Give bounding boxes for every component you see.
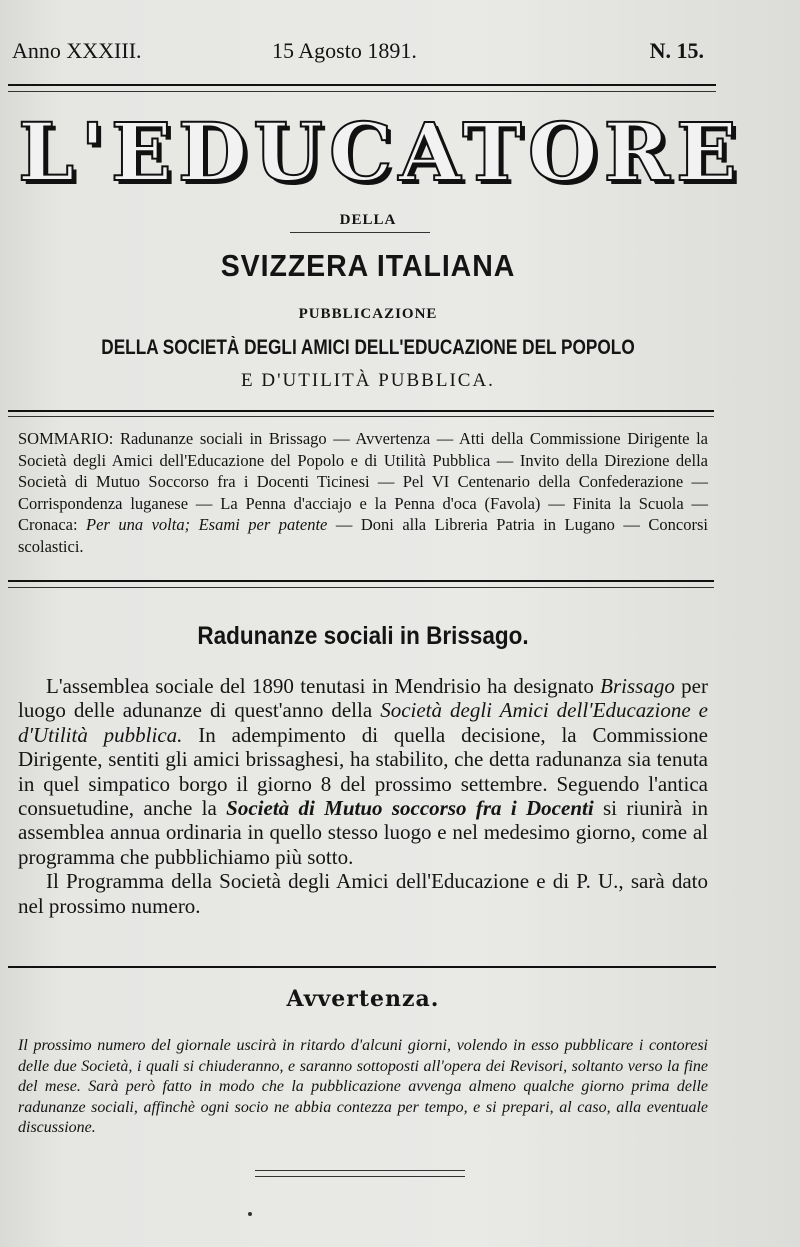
end-rule-2 [255,1176,465,1177]
article-body [18,674,708,918]
summary-rule-top-thin [8,416,714,417]
notice-text: Il prossimo numero del giornale uscirà in ritardo d'alcuni giorni, volendo in esso pubblicare i contoresi delle due Società, i quali si chiuderanno, e saranno sottoposti all'opera dei Revisori, soltanto verso la fine del mese. Sarà però fatto in modo che la pubblicazione avvenga almeno qualche giorno prima delle radunanze sociali, affinchè ogni socio ne abbia contezza per tempo, e si prepari, al caso, alla eventuale discussione. [18,1037,708,1136]
header-rule-top [8,84,716,86]
end-rule-1 [255,1170,465,1171]
summary-italic: Per una volta; Esami per patente [86,515,328,534]
masthead [12,38,712,68]
header-rule-bottom [8,91,716,92]
title-society: DELLA SOCIETÀ DEGLI AMICI DELL'EDUCAZIONE DEL POPOLO [101,336,635,359]
masthead-number: N. 15. [649,38,704,63]
title-pubblicazione: PUBBLICAZIONE [298,306,438,322]
summary-block [18,428,708,557]
summary-rule-bottom-thin [8,587,714,588]
summary-rule-bottom [8,580,714,582]
title-della: DELLA [339,212,397,228]
masthead-date: 15 Agosto 1891. [272,38,417,63]
article-paragraph-2: Il Programma della Società degli Amici dell'Educazione e di P. U., sarà dato nel prossimo numero. [18,869,708,918]
article-paragraph-1: L'assemblea sociale del 1890 tenutasi in Mendrisio ha designato Brissago per luogo delle adunanze di quest'anno della Società degli Amici dell'Educazione e d'Utilità pubblica. In adempimento di quella decisione, la Commissione Dirigente, sentiti gli amici brissaghesi, ha stabilito, che detta radunanza sia tenuta in quel simpatico borgo il giorno 8 del prossimo settembre. Seguendo l'antica consuetudine, anche la Società di Mutuo soccorso fra i Docenti si riunirà in assemblea annua ordinaria in quello stesso luogo e nel medesimo giorno, come al programma che pubblichiamo più sotto. [18,674,708,869]
summary-rule-top [8,410,714,412]
title-utility: E D'UTILITÀ PUBBLICA. [241,370,495,391]
title-country: SVIZZERA ITALIANA [220,248,516,283]
notice-heading: Avvertenza. [286,986,440,1012]
ink-dot [248,1212,252,1216]
summary-tail: — Doni alla Libreria Patria in Lugano — Concorsi scolastici. [18,515,708,556]
masthead-year: Anno XXXIII. [12,38,142,63]
summary-text: : Radunanze sociali in Brissago — Avvertenza — Atti della Commissione Dirigente la Società degli Amici dell'Educazione del Popolo e di Utilità Pubblica — Invito della Direzione della Società di Mutuo Soccorso fra i Docenti Ticinesi — Pel VI Centenario della Confederazione — Corrispondenza luganese — La Penna d'acciajo e la Penna d'oca (Favola) — Finita la Scuola — Cronaca: [18,429,708,534]
article-heading: Radunanze sociali in Brissago. [197,622,529,650]
article-rule [8,966,716,968]
title-divider [290,232,430,233]
summary-label: SOMMARIO [18,429,109,448]
journal-title: L'EDUCATORE [18,105,743,199]
